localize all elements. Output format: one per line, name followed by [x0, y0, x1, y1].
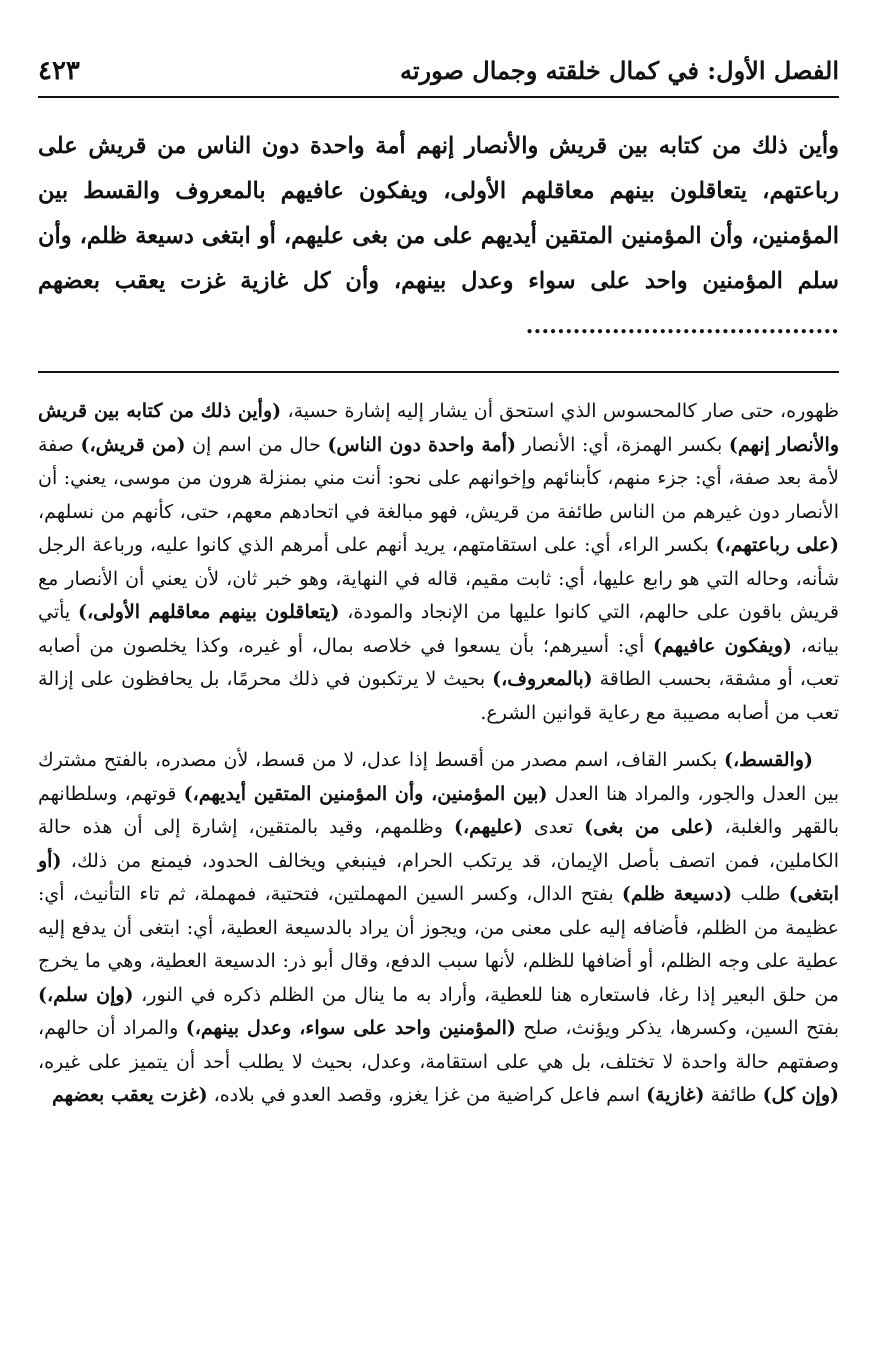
commentary-segment: يأتي بيانه، [38, 601, 839, 657]
commentary-segment: بكسر القاف، اسم مصدر من أقسط إذا عدل، لا من قسط، لأن مصدره، بالفتح مشترك بين العدل والجور، والمراد هنا العدل [38, 749, 839, 805]
quoted-matn-segment: (أو ابتغى) [38, 849, 839, 905]
quoted-matn-segment: (وإن كل) [762, 1084, 839, 1106]
commentary-segment: طلب [732, 883, 789, 905]
commentary-segment: تعدى [522, 816, 585, 838]
quoted-matn-segment: (بالمعروف،) [492, 668, 593, 690]
commentary-segment: ظهوره، حتى صار كالمحسوس الذي استحق أن يشار إليه إشارة حسية، [281, 400, 839, 422]
quoted-matn-segment: (وإن سلم،) [38, 983, 134, 1006]
commentary-paragraph-1 [38, 395, 839, 730]
continuation-dots: ........................................ [525, 313, 839, 339]
section-divider [38, 371, 839, 373]
commentary-segment: صفة لأمة بعد صفة، أي: جزء منهم، كأبنائهم وإخوانهم على نحو: أنت مني بمنزلة هرون من موسى، يعني: أن الأنصار دون غيرهم من الناس طائفة من قريش، فهو مبالغة في اتحادهم معهم، حتى، كأنهم من نسلهم، [38, 433, 839, 523]
commentary-segment: بكسر الهمزة، أي: الأنصار [516, 433, 729, 456]
main-text-body: وأين ذلك من كتابه بين قريش والأنصار إنهم أمة واحدة دون الناس من قريش على رباعتهم، يتعاقلون بينهم معاقلهم الأولى، ويفكون عافيهم بالمعروف والقسط بين المؤمنين، وأن المؤمنين المتقين أيديهم على من بغى عليهم، أو ابتغى دسيعة ظلم، وأن سلم المؤمنين واحد على سواء وعدل بينهم، وأن كل غازية غزت يعقب بعضهم [38, 133, 839, 294]
commentary-segment: طائفة [704, 1084, 763, 1106]
quoted-matn-segment: (من قريش،) [80, 433, 186, 456]
quoted-matn-segment: (بين المؤمنين، وأن المؤمنين المتقين أيديهم،) [183, 782, 548, 805]
commentary-segment: بحيث لا يرتكبون في ذلك محرمًا، بل يحافظون على إزالة تعب من أصابه مصيبة مع رعاية قوانين الشرع. [38, 668, 839, 724]
commentary-segment: قوتهم، وسلطانهم بالقهر والغلبة، [38, 782, 839, 838]
quoted-matn-segment: (والقسط،) [724, 749, 813, 771]
commentary-segment: أي: أسيرهم؛ بأن يسعوا في خلاصه بمال، أو غيره، وكذا يخلصون من أصابه تعب، أو مشقة، بحسب الطاقة [38, 634, 840, 690]
quoted-matn-segment: (المؤمنين واحد على سواء، وعدل بينهم،) [185, 1017, 516, 1039]
page-number: ٤٢٣ [38, 56, 80, 86]
running-header [38, 56, 839, 98]
quoted-matn-segment: (على من بغى) [584, 816, 714, 838]
quoted-matn-segment: (غازية) [646, 1084, 705, 1106]
commentary-segment: بفتح السين، وكسرها، يذكر ويؤنث، صلح [515, 1017, 839, 1039]
quoted-matn-segment: (دسيعة ظلم) [621, 883, 733, 905]
main-text [38, 124, 839, 349]
commentary-segment: والمراد أن حالهم، وصفتهم حالة واحدة لا تختلف، بل هي على استقامة، وعدل، بحيث لا يطلب أحد أن يتميز على غيره، [38, 1017, 839, 1073]
quoted-matn-segment: (عليهم،) [454, 816, 523, 838]
commentary-segment: حال من اسم إن [185, 433, 328, 456]
commentary-segment: بكسر الراء، أي: على استقامتهم، يريد أنهم على أمرهم الذي كانوا عليه، ورباعة الرجل شأنه، وحاله التي هو رابع عليها، أي: ثابت مقيم، قاله في النهاية، وهو خبر ثان، لأن يعني أن الأنصار مع قريش باقون على حالهم، التي كانوا عليها من الإنجاد والمودة، [38, 534, 839, 623]
quoted-matn-segment: (أمة واحدة دون الناس) [327, 433, 517, 456]
quoted-matn-segment: (يتعاقلون بينهم معاقلهم الأولى،) [78, 601, 340, 623]
commentary-segment: اسم فاعل كراضية من غزا يغزو، وقصد العدو في بلاده، [207, 1084, 647, 1106]
commentary-segment: وظلمهم، وقيد بالمتقين، إشارة إلى أن هذه حالة الكاملين، فمن اتصف بأصل الإيمان، قد يرتكب الحرام، فينبغي ويخالف الحدود، فيمنع من ذلك، [38, 816, 839, 872]
chapter-title: الفصل الأول: في كمال خلقته وجمال صورته [399, 56, 839, 85]
quoted-matn-segment: (غزت يعقب بعضهم [52, 1084, 208, 1106]
quoted-matn-segment: (على رباعتهم،) [715, 534, 839, 556]
commentary-segment: بفتح الدال، وكسر السين المهملتين، فتحتية، فمهملة، ثم تاء التأنيث، أي: عظيمة من الظلم، فأضافه إليه على معنى من، ويجوز أن يراد بالدسيعة العطية، أي: ابتغى أن يدفع إليه عطية على وجه الظلم، أو أضافها للظلم، لأنها سبب الدفع، وقال أبو ذر: الدسيعة العطية، وهي ما يخرج من حلق البعير إذا رغا، فاستعاره هنا للعطية، وأراد به ما ينال من الظلم ذكره في النور، [38, 883, 839, 1006]
quoted-matn-segment: (وأين ذلك من كتابه بين قريش والأنصار إنهم) [38, 400, 840, 456]
commentary-paragraph-2 [38, 744, 839, 1113]
quoted-matn-segment: (ويفكون عافيهم) [652, 634, 792, 657]
